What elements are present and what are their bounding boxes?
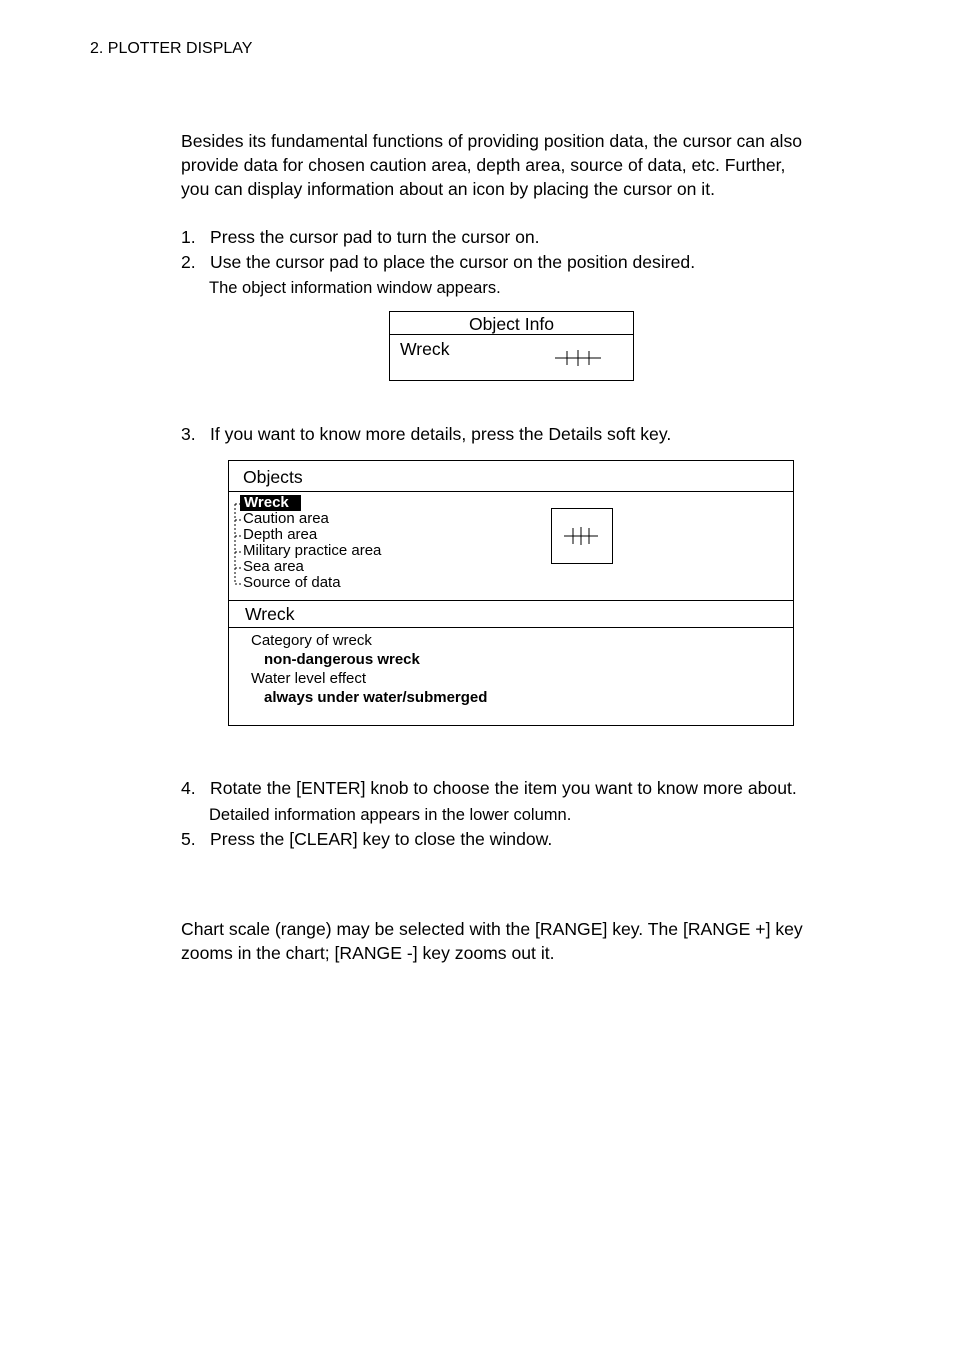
intro-line: Besides its fundamental functions of providing position data, the cursor can also bbox=[181, 131, 803, 151]
step-2 bbox=[181, 250, 695, 274]
wreck-symbol-icon bbox=[552, 509, 612, 563]
step-number: 3. bbox=[181, 424, 196, 444]
step-number: 4. bbox=[181, 778, 196, 798]
step-2-note: The object information window appears. bbox=[209, 279, 501, 297]
step-4 bbox=[181, 776, 797, 800]
divider bbox=[229, 600, 793, 601]
step-5 bbox=[181, 827, 552, 851]
step-number: 1. bbox=[181, 227, 196, 247]
objects-title: Objects bbox=[243, 467, 303, 487]
objects-window bbox=[228, 460, 794, 726]
object-list-item-sea-area[interactable]: Sea area bbox=[243, 558, 304, 575]
step-text: Rotate the [ENTER] knob to choose the item you want to know more about. bbox=[210, 778, 797, 798]
detail-value: always under water/submerged bbox=[264, 689, 488, 706]
step-3 bbox=[181, 422, 671, 446]
detail-label: Category of wreck bbox=[251, 632, 372, 649]
wreck-symbol-icon bbox=[553, 348, 603, 368]
object-info-name: Wreck bbox=[400, 339, 450, 359]
step-text: Use the cursor pad to place the cursor on the position desired. bbox=[210, 252, 696, 272]
object-list-item-caution-area[interactable]: Caution area bbox=[243, 510, 329, 527]
object-list-item-military-practice-area[interactable]: Military practice area bbox=[243, 542, 382, 559]
page-header: 2. PLOTTER DISPLAY bbox=[90, 40, 253, 57]
intro-paragraph bbox=[181, 129, 846, 201]
divider bbox=[229, 627, 793, 628]
range-paragraph bbox=[181, 917, 846, 965]
step-text: Press the [CLEAR] key to close the window. bbox=[210, 829, 553, 849]
step-text: Press the cursor pad to turn the cursor on. bbox=[210, 227, 540, 247]
object-symbol-box bbox=[551, 508, 613, 564]
object-list-item-depth-area[interactable]: Depth area bbox=[243, 526, 318, 543]
divider bbox=[229, 491, 793, 492]
detail-title: Wreck bbox=[245, 604, 295, 624]
range-line: Chart scale (range) may be selected with the [RANGE] key. The [RANGE +] key bbox=[181, 919, 803, 939]
range-line: zooms in the chart; [RANGE -] key zooms out it. bbox=[181, 943, 555, 963]
object-list-item-wreck[interactable]: Wreck bbox=[240, 495, 301, 511]
step-number: 5. bbox=[181, 829, 196, 849]
object-info-window bbox=[389, 311, 634, 381]
step-number: 2. bbox=[181, 252, 196, 272]
step-4-note: Detailed information appears in the lower column. bbox=[209, 806, 572, 824]
intro-line: provide data for chosen caution area, depth area, source of data, etc. Further, bbox=[181, 155, 786, 175]
step-text: If you want to know more details, press the Details soft key. bbox=[210, 424, 672, 444]
intro-line: you can display information about an icon by placing the cursor on it. bbox=[181, 179, 715, 199]
step-1 bbox=[181, 225, 540, 249]
object-info-title: Object Info bbox=[390, 312, 633, 335]
detail-value: non-dangerous wreck bbox=[264, 651, 420, 668]
detail-label: Water level effect bbox=[251, 670, 367, 687]
object-list-item-source-of-data[interactable]: Source of data bbox=[243, 574, 341, 591]
